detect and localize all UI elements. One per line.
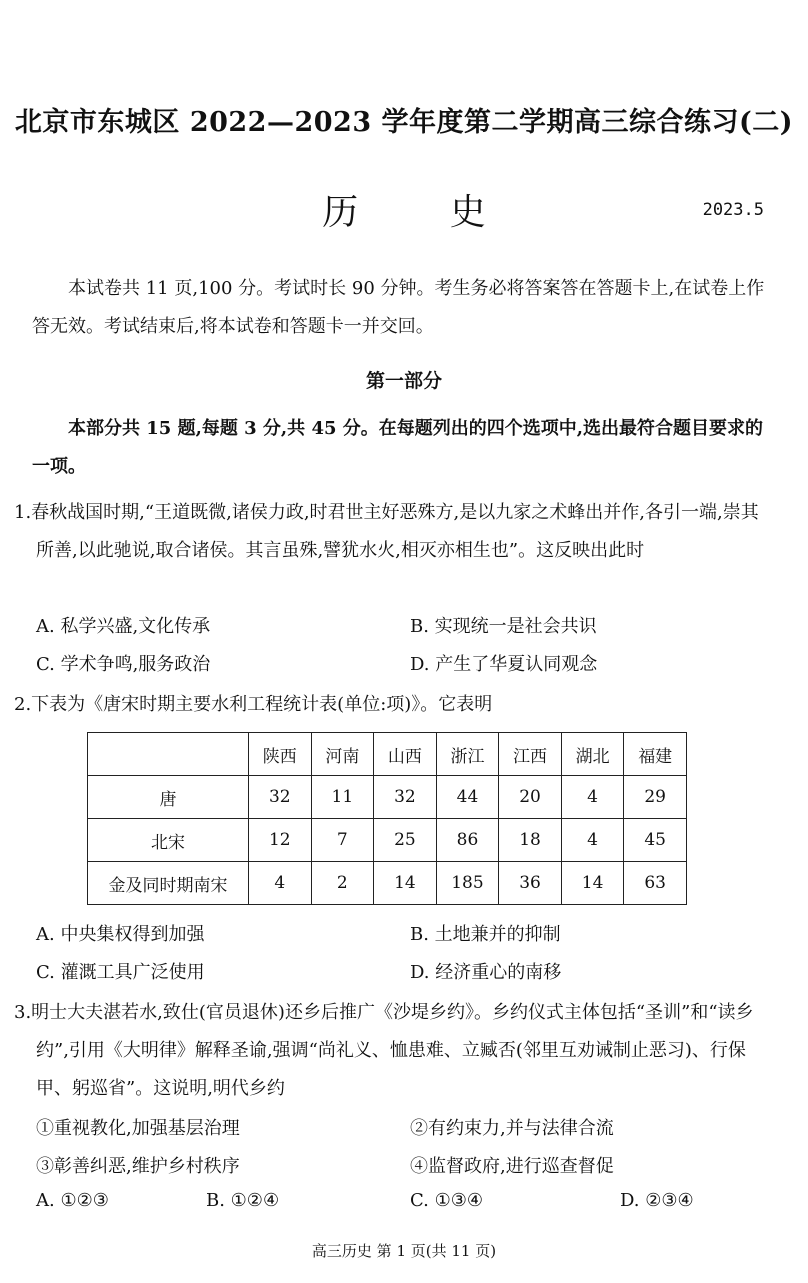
question-3-stem: 3.明士大夫湛若水,致仕(官员退休)还乡后推广《沙堤乡约》。乡约仪式主体包括“圣训”和“读乡约”,引用《大明律》解释圣谕,强调“尚礼义、恤患难、立臧否(邻里互劝诫制止恶习)、行保甲、躬巡省”。这说明,明代乡约 — [14, 1002, 754, 1099]
table-header-cell: 浙江 — [436, 733, 499, 776]
table-cell: 25 — [374, 819, 437, 862]
option-d[interactable]: D. 经济重心的南移 — [410, 962, 562, 983]
table-header-row — [88, 733, 687, 776]
table-cell: 7 — [311, 819, 374, 862]
table-cell: 32 — [249, 776, 312, 819]
irrigation-table — [87, 732, 687, 905]
table-row-header: 唐 — [88, 776, 249, 819]
table-cell: 45 — [624, 819, 687, 862]
table-cell: 2 — [311, 862, 374, 905]
option-c[interactable]: C. ①③④ — [410, 1190, 483, 1211]
table-cell: 29 — [624, 776, 687, 819]
exam-title: 北京市东城区 2022—2023 学年度第二学期高三综合练习(二) — [14, 107, 794, 138]
table-row — [88, 862, 687, 905]
question-2 — [14, 686, 774, 724]
statement-2: ②有约束力,并与法律合流 — [410, 1118, 614, 1139]
table-cell: 14 — [561, 862, 624, 905]
question-1-stem: 1.春秋战国时期,“王道既微,诸侯力政,时君世主好恶殊方,是以九家之术蜂出并作,各引一端,崇其所善,以此驰说,取合诸侯。其言虽殊,譬犹水火,相灭亦相生也”。这反映出此时 — [14, 502, 759, 561]
part-title: 第一部分 — [365, 370, 442, 392]
table-cell: 32 — [374, 776, 437, 819]
table-cell: 11 — [311, 776, 374, 819]
table-cell: 18 — [499, 819, 562, 862]
option-b[interactable]: B. 实现统一是社会共识 — [410, 616, 597, 637]
table-cell: 86 — [436, 819, 499, 862]
table-header-cell: 福建 — [624, 733, 687, 776]
question-3 — [14, 994, 774, 1108]
table-row — [88, 819, 687, 862]
table-cell: 36 — [499, 862, 562, 905]
table-header-cell: 湖北 — [561, 733, 624, 776]
table-cell: 4 — [249, 862, 312, 905]
statement-3: ③彰善纠恶,维护乡村秩序 — [36, 1156, 240, 1177]
table-header-cell: 河南 — [311, 733, 374, 776]
subject-title: 历 史 — [322, 192, 526, 233]
exam-date: 2023.5 — [702, 200, 764, 220]
table-row — [88, 776, 687, 819]
table-row-header: 北宋 — [88, 819, 249, 862]
option-a[interactable]: A. 私学兴盛,文化传承 — [36, 616, 211, 637]
page-footer: 高三历史 第 1 页(共 11 页) — [311, 1242, 497, 1260]
option-c[interactable]: C. 学术争鸣,服务政治 — [36, 654, 211, 675]
statement-4: ④监督政府,进行巡查督促 — [410, 1156, 614, 1177]
table-cell: 63 — [624, 862, 687, 905]
question-2-stem: 2.下表为《唐宋时期主要水利工程统计表(单位:项)》。它表明 — [14, 694, 493, 715]
part-instruction: 本部分共 15 题,每题 3 分,共 45 分。在每题列出的四个选项中,选出最符合题目要求的一项。 — [32, 418, 764, 477]
option-a[interactable]: A. 中央集权得到加强 — [36, 924, 205, 945]
option-c[interactable]: C. 灌溉工具广泛使用 — [36, 962, 205, 983]
table-cell: 14 — [374, 862, 437, 905]
question-1 — [14, 494, 774, 570]
option-b[interactable]: B. ①②④ — [206, 1190, 280, 1211]
table-cell: 44 — [436, 776, 499, 819]
option-b[interactable]: B. 土地兼并的抑制 — [410, 924, 561, 945]
statement-1: ①重视教化,加强基层治理 — [36, 1118, 240, 1139]
table-cell: 4 — [561, 776, 624, 819]
table-header-cell: 山西 — [374, 733, 437, 776]
table-cell: 20 — [499, 776, 562, 819]
table-cell: 4 — [561, 819, 624, 862]
option-d[interactable]: D. 产生了华夏认同观念 — [410, 654, 598, 675]
table-cell: 12 — [249, 819, 312, 862]
table-header-cell: 江西 — [499, 733, 562, 776]
table-row-header: 金及同时期南宋 — [88, 862, 249, 905]
table-cell: 185 — [436, 862, 499, 905]
exam-instructions: 本试卷共 11 页,100 分。考试时长 90 分钟。考生务必将答案答在答题卡上,在试卷上作答无效。考试结束后,将本试卷和答题卡一并交回。 — [32, 278, 765, 337]
table-header-cell: 陕西 — [249, 733, 312, 776]
table-corner-cell — [88, 733, 249, 776]
option-a[interactable]: A. ①②③ — [36, 1190, 109, 1211]
option-d[interactable]: D. ②③④ — [620, 1190, 694, 1211]
